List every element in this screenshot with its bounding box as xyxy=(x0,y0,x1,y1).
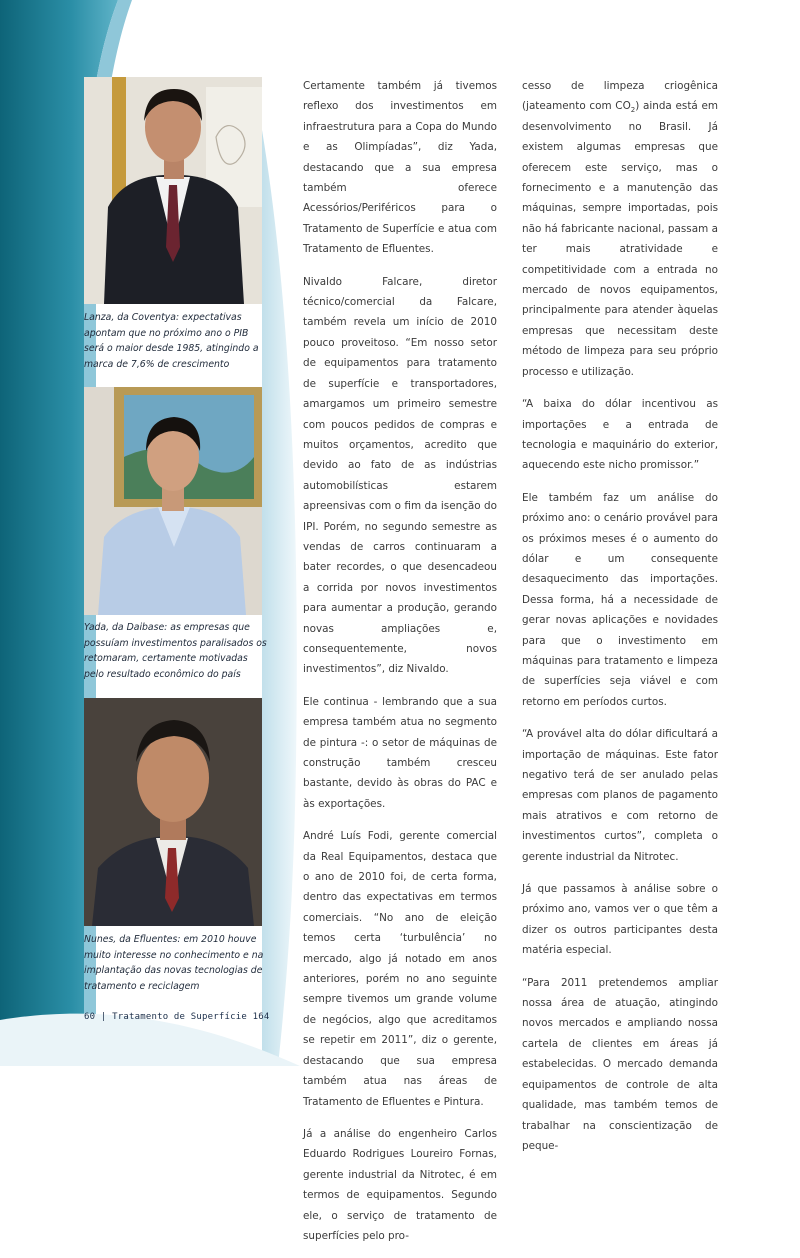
paragraph: Já a análise do engenheiro Carlos Eduardo Rodrigues Loureiro Fornas, gerente industrial da Nitrotec, é em termos de equipamentos. Segundo ele, o serviço de tratamento de superfícies pelo pro- xyxy=(303,1127,497,1242)
article-column-1 xyxy=(303,76,497,1258)
paragraph: Já que passamos à análise sobre o próximo ano, vamos ver o que têm a dizer os outros participantes desta matéria especial. xyxy=(522,883,718,957)
paragraph: Ele continua - lembrando que a sua empresa também atua no segmento de pintura -: o setor de máquinas de construção também cresceu bastante, devido às obras do PAC e às exportações. xyxy=(303,695,497,810)
article-column-2 xyxy=(522,76,718,1168)
photo-caption-nunes: Nunes, da Efluentes: em 2010 houve muito interesse no conhecimento e na implantação das novas tecnologias de tratamento e reciclagem xyxy=(84,934,264,992)
page-footer xyxy=(84,1012,269,1022)
photo-lanza xyxy=(84,77,262,304)
paragraph: “A provável alta do dólar dificultará a importação de máquinas. Este fator negativo terá de ser anulado pelas empresas com planos de pagamento mais atrativos e com retorno de investimentos curtos”, completa o gerente industrial da Nitrotec. xyxy=(522,728,718,863)
paragraph: André Luís Fodi, gerente comercial da Real Equipamentos, destaca que o ano de 2010 foi, de certa forma, dentro das expectativas em termos comerciais. “No ano de eleição temos certa ‘turbulência’ no mercado, algo já notado em anos anteriores, porém no ano seguinte sempre tivemos um grande volume de negócios, algo que acreditamos se repetir em 2011”, diz o gerente, destacando que sua empresa também atua nas áreas de Tratamento de Efluentes e Pintura. xyxy=(303,830,497,1108)
paragraph: Nivaldo Falcare, diretor técnico/comercial da Falcare, também revela um início de 2010 pouco proveitoso. “Em nosso setor de equipamentos para tratamento de superfície e transportadores, amargamos um primeiro semestre com poucos pedidos de compras e muitos orçamentos, acredito que devido ao fato de as indústrias automobilísticas estarem apreensivas com o fim da isenção do IPI. Porém, no segundo semestre as vendas de carros continuaram a bater recordes, o que desencadeou a corrida por novos investimentos para aumentar a produção, gerando novas ampliações e, consequentemente, novos investimentos”, diz Nivaldo. xyxy=(303,275,497,676)
page-number: 60 xyxy=(84,1012,96,1022)
footer-separator: | xyxy=(100,1012,107,1022)
paragraph: “A baixa do dólar incentivou as importações e a entrada de tecnologia e maquinário do exterior, aquecendo este nicho promissor.” xyxy=(522,398,718,472)
paragraph: “Para 2011 pretendemos ampliar nossa área de atuação, atingindo novos mercados e ampliando nossa cartela de clientes em áreas já estabelecidas. O mercado demanda equipamentos de controle de alta qualidade, mas também temos de trabalhar na conscientização de peque- xyxy=(522,976,718,1152)
photo-caption-yada: Yada, da Daibase: as empresas que possuíam investimentos paralisados os retomaram, certamente motivadas pelo resultado econômico do país xyxy=(84,622,267,680)
publication-name: Tratamento de Superfície 164 xyxy=(112,1012,270,1022)
paragraph: cesso de limpeza criogênica (jateamento com $CO_2$) ainda está em desenvolvimento no Brasil. Já existem algumas empresas que oferecem este serviço, mas o fornecimento e a manutenção das máquinas, sempre importadas, pois não há fabricante nacional, passam a ter mais atratividade e competitividade com a entrada no mercado de novos equipamentos, principalmente para atender àquelas empresas que necessitam deste método de limpeza para seu próprio processo e utilização. xyxy=(522,80,719,378)
photo-caption-lanza: Lanza, da Coventya: expectativas apontam que no próximo ano o PIB será o maior desde 1985, atingindo a marca de 7,6% de crescimento xyxy=(84,312,259,370)
subscript: 2 xyxy=(630,106,636,115)
photo-yada xyxy=(84,387,262,615)
photo-nunes xyxy=(84,698,262,926)
paragraph: Certamente também já tivemos reflexo dos investimentos em infraestrutura para a Copa do Mundo e as Olimpíadas”, diz Yada, destacando que a sua empresa também oferece Acessórios/Periféricos para o Tratamento de Superfície e atua com Tratamento de Efluentes. xyxy=(303,80,497,256)
paragraph: Ele também faz um análise do próximo ano: o cenário provável para os próximos meses é o aumento do dólar e um consequente desaquecimento das importações. Dessa forma, há a necessidade de gerar novas aplicações e novidades para que o investimento em máquinas para tratamento e limpeza de superfícies seja viável e com retorno em períodos curtos. xyxy=(522,491,718,708)
